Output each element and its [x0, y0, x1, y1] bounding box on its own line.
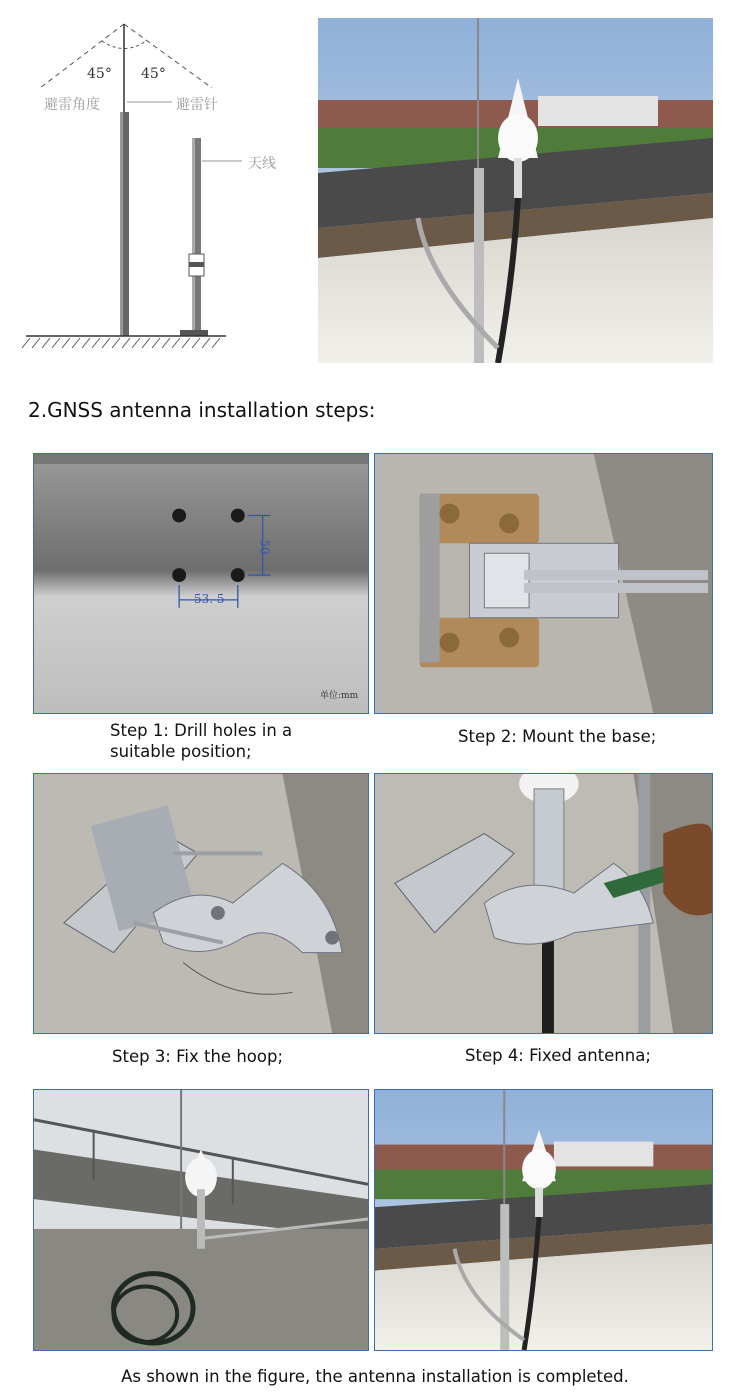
completed-installation-rooftop-image — [375, 1090, 712, 1350]
final-photo-left — [33, 1089, 369, 1351]
final-caption: As shown in the figure, the antenna installation is completed. — [121, 1367, 629, 1386]
step4-caption: Step 4: Fixed antenna; — [465, 1046, 651, 1065]
lightning-rod-label: 避雷针 — [176, 97, 218, 113]
section-heading: 2.GNSS antenna installation steps: — [28, 398, 376, 422]
lightning-angle-label: 避雷角度 — [44, 97, 100, 113]
step3-caption: Step 3: Fix the hoop; — [112, 1047, 284, 1066]
step1-caption — [110, 720, 292, 762]
mounted-base-image — [375, 454, 712, 713]
dimension-horizontal: 53. 5 — [194, 592, 225, 606]
angle-left-label: 45° — [87, 66, 112, 82]
fixed-hoop-image — [34, 774, 368, 1033]
step4-photo — [374, 773, 713, 1034]
diagram-drawing — [20, 14, 310, 354]
fixed-antenna-image — [375, 774, 712, 1033]
unit-label: 单位:mm — [320, 691, 359, 701]
step1-photo — [33, 453, 369, 714]
step1-caption-line1: Step 1: Drill holes in a — [110, 721, 293, 740]
step2-photo — [374, 453, 713, 714]
drilled-holes-image — [34, 454, 368, 713]
step3-photo — [33, 773, 369, 1034]
lightning-protection-diagram — [20, 14, 310, 354]
angle-right-label: 45° — [141, 66, 166, 82]
rooftop-antenna-photo — [318, 18, 713, 363]
antenna-label: 天线 — [248, 156, 276, 172]
dimension-vertical: 50 — [257, 539, 272, 555]
step1-caption-line2: suitable position; — [110, 742, 252, 761]
final-photo-right — [374, 1089, 713, 1351]
rooftop-antenna-image — [318, 18, 713, 363]
step2-caption: Step 2: Mount the base; — [458, 727, 657, 746]
completed-installation-side-image — [34, 1090, 368, 1350]
